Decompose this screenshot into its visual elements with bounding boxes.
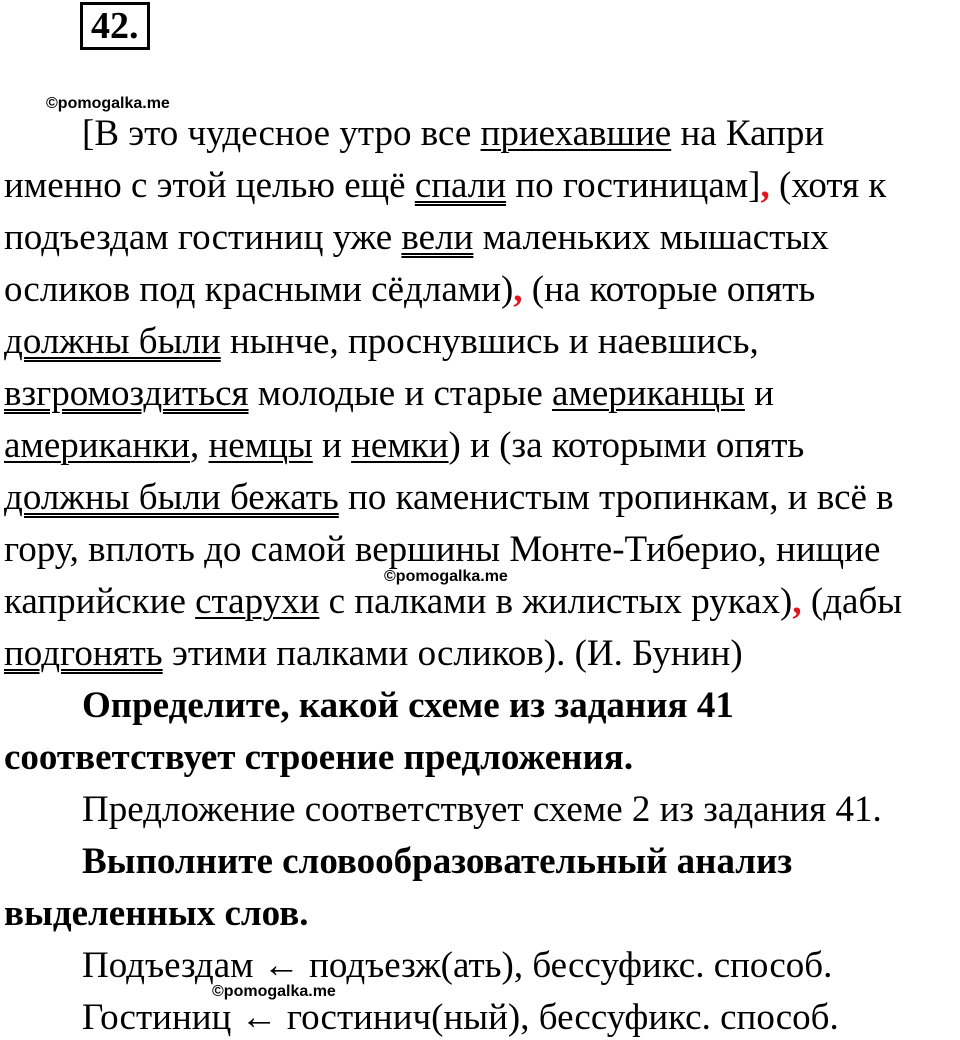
analysis-line-1: Подъездам ← подъезж(ать), бессуфикс. способ. bbox=[82, 945, 833, 986]
comma-mark: , bbox=[513, 269, 523, 310]
predicate-word: подгонять bbox=[4, 633, 163, 674]
predicate-word: должны были bbox=[4, 321, 221, 362]
sentence-line-6: взгромоздиться молодые и старые американцы и bbox=[4, 373, 774, 414]
subject-word: американки bbox=[4, 425, 190, 466]
predicate-word: спали bbox=[414, 165, 507, 206]
comma-mark: , bbox=[760, 165, 770, 206]
question-2-line-1: Выполните словообразовательный анализ bbox=[82, 841, 793, 882]
comma-mark: , bbox=[792, 581, 802, 622]
subject-word: американцы bbox=[552, 373, 745, 414]
sentence-line-11: подгонять этими палками осликов). (И. Бунин) bbox=[4, 633, 743, 674]
question-2-line-2: выделенных слов. bbox=[4, 893, 309, 934]
sentence-line-8: должны были бежать по каменистым тропинкам, и всё в bbox=[4, 477, 894, 518]
question-1-line-2: соответствует строение предложения. bbox=[4, 737, 634, 778]
watermark: ©pomogalka.me bbox=[384, 568, 508, 585]
watermark: ©pomogalka.me bbox=[46, 95, 170, 112]
subject-word: приехавшие bbox=[480, 113, 672, 154]
sentence-line-5: должны были нынче, проснувшись и наевшись, bbox=[4, 321, 759, 362]
sentence-line-3: подъездам гостиниц уже вели маленьких мышастых bbox=[4, 217, 829, 258]
watermark: ©pomogalka.me bbox=[212, 983, 336, 1000]
subject-word: немцы bbox=[208, 425, 313, 466]
sentence-line-2: именно с этой целью ещё спали по гостиницам], (хотя к bbox=[4, 165, 887, 206]
subject-word: старухи bbox=[195, 581, 320, 622]
sentence-line-10: каприйские старухи с палками в жилистых руках), (дабы bbox=[4, 581, 903, 622]
predicate-word: взгромоздиться bbox=[4, 373, 249, 414]
sentence-line-1: [В это чудесное утро все приехавшие на Капри bbox=[82, 113, 825, 154]
predicate-word: вели bbox=[401, 217, 474, 258]
sentence-line-7: американки, немцы и немки) и (за которыми опять bbox=[4, 425, 805, 466]
analysis-line-2: Гостиниц ← гостинич(ный), бессуфикс. способ. bbox=[82, 997, 839, 1038]
answer-1: Предложение соответствует схеме 2 из задания 41. bbox=[82, 789, 882, 830]
predicate-word: должны были бежать bbox=[4, 477, 339, 518]
sentence-line-9: гору, вплоть до самой вершины Монте-Тиберио, нищие bbox=[4, 529, 881, 570]
question-1-line-1: Определите, какой схеме из задания 41 bbox=[82, 685, 734, 726]
task-number-box: 42. bbox=[80, 2, 150, 50]
subject-word: немки bbox=[351, 425, 449, 466]
sentence-line-4: осликов под красными сёдлами), (на которые опять bbox=[4, 269, 816, 310]
